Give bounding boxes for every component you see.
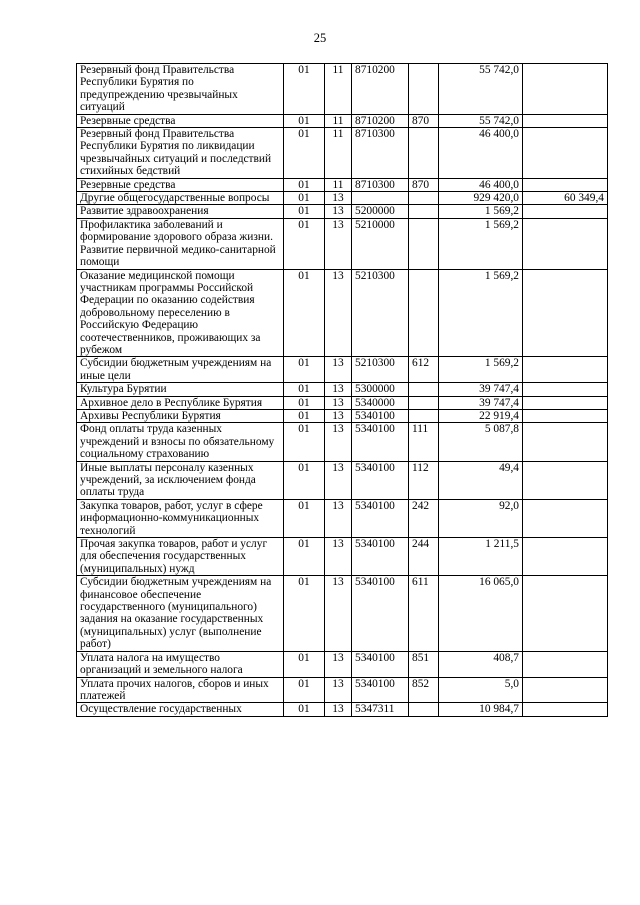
table-row xyxy=(77,703,608,716)
cell-name: Резервные средства xyxy=(77,178,284,191)
cell-amount: 408,7 xyxy=(439,651,523,677)
table-row xyxy=(77,538,608,576)
cell-section: 01 xyxy=(284,114,325,127)
cell-section: 01 xyxy=(284,357,325,383)
cell-section: 01 xyxy=(284,651,325,677)
cell-extra-amount xyxy=(523,218,608,269)
cell-section: 01 xyxy=(284,677,325,703)
cell-target-article: 5340100 xyxy=(352,409,409,422)
cell-target-article: 8710200 xyxy=(352,64,409,115)
cell-amount: 16 065,0 xyxy=(439,576,523,651)
table-row xyxy=(77,128,608,179)
cell-subsection: 13 xyxy=(325,269,352,357)
cell-amount: 929 420,0 xyxy=(439,192,523,205)
cell-amount: 55 742,0 xyxy=(439,64,523,115)
cell-amount: 46 400,0 xyxy=(439,128,523,179)
cell-extra-amount xyxy=(523,409,608,422)
cell-expense-type xyxy=(409,383,439,396)
cell-section: 01 xyxy=(284,409,325,422)
table-row xyxy=(77,205,608,218)
cell-target-article: 5340100 xyxy=(352,461,409,499)
table-row xyxy=(77,651,608,677)
cell-extra-amount xyxy=(523,128,608,179)
cell-name: Резервный фонд Правительства Республики Бурятия по предупреждению чрезвычайных ситуаций xyxy=(77,64,284,115)
cell-expense-type xyxy=(409,128,439,179)
cell-name: Уплата прочих налогов, сборов и иных платежей xyxy=(77,677,284,703)
cell-target-article: 5340100 xyxy=(352,423,409,461)
cell-section: 01 xyxy=(284,64,325,115)
cell-target-article: 5300000 xyxy=(352,383,409,396)
cell-name: Закупка товаров, работ, услуг в сфере информационно-коммуникационных технологий xyxy=(77,499,284,537)
cell-amount: 1 569,2 xyxy=(439,357,523,383)
cell-name: Другие общегосударственные вопросы xyxy=(77,192,284,205)
cell-name: Осуществление государственных xyxy=(77,703,284,716)
cell-name: Фонд оплаты труда казенных учреждений и взносы по обязательному социальному страхованию xyxy=(77,423,284,461)
cell-amount: 22 919,4 xyxy=(439,409,523,422)
table-row xyxy=(77,677,608,703)
cell-subsection: 13 xyxy=(325,218,352,269)
cell-subsection: 13 xyxy=(325,677,352,703)
cell-extra-amount xyxy=(523,64,608,115)
cell-section: 01 xyxy=(284,128,325,179)
cell-expense-type xyxy=(409,64,439,115)
cell-amount: 1 569,2 xyxy=(439,269,523,357)
table-row xyxy=(77,499,608,537)
cell-target-article: 8710300 xyxy=(352,178,409,191)
cell-extra-amount xyxy=(523,703,608,716)
cell-target-article: 5200000 xyxy=(352,205,409,218)
table-row xyxy=(77,178,608,191)
cell-target-article: 8710200 xyxy=(352,114,409,127)
cell-extra-amount xyxy=(523,576,608,651)
cell-section: 01 xyxy=(284,205,325,218)
cell-amount: 5 087,8 xyxy=(439,423,523,461)
cell-target-article: 5340100 xyxy=(352,576,409,651)
cell-amount: 1 211,5 xyxy=(439,538,523,576)
cell-name: Резервный фонд Правительства Республики Бурятия по ликвидации чрезвычайных ситуаций и последствий стихийных бедствий xyxy=(77,128,284,179)
cell-subsection: 13 xyxy=(325,461,352,499)
cell-target-article: 5340000 xyxy=(352,396,409,409)
table-row xyxy=(77,192,608,205)
table-row xyxy=(77,218,608,269)
cell-expense-type xyxy=(409,218,439,269)
cell-subsection: 13 xyxy=(325,409,352,422)
cell-name: Архивное дело в Республике Бурятия xyxy=(77,396,284,409)
cell-extra-amount xyxy=(523,461,608,499)
cell-amount: 10 984,7 xyxy=(439,703,523,716)
cell-amount: 92,0 xyxy=(439,499,523,537)
cell-extra-amount xyxy=(523,651,608,677)
cell-expense-type xyxy=(409,205,439,218)
cell-section: 01 xyxy=(284,269,325,357)
cell-extra-amount xyxy=(523,423,608,461)
cell-extra-amount xyxy=(523,396,608,409)
cell-target-article: 5210300 xyxy=(352,269,409,357)
cell-expense-type: 242 xyxy=(409,499,439,537)
cell-section: 01 xyxy=(284,538,325,576)
cell-section: 01 xyxy=(284,576,325,651)
cell-section: 01 xyxy=(284,423,325,461)
cell-expense-type: 611 xyxy=(409,576,439,651)
table-row xyxy=(77,461,608,499)
cell-target-article xyxy=(352,192,409,205)
budget-table xyxy=(76,63,608,717)
cell-expense-type xyxy=(409,409,439,422)
table-row xyxy=(77,357,608,383)
cell-section: 01 xyxy=(284,383,325,396)
cell-subsection: 13 xyxy=(325,396,352,409)
cell-extra-amount xyxy=(523,538,608,576)
cell-subsection: 11 xyxy=(325,178,352,191)
cell-subsection: 13 xyxy=(325,499,352,537)
cell-name: Субсидии бюджетным учреждениям на финансовое обеспечение государственного (муниципального) задания на оказание государственных (муниципальных) услуг (выполнение работ) xyxy=(77,576,284,651)
cell-subsection: 13 xyxy=(325,205,352,218)
cell-subsection: 13 xyxy=(325,357,352,383)
cell-extra-amount xyxy=(523,178,608,191)
table-row xyxy=(77,269,608,357)
cell-amount: 46 400,0 xyxy=(439,178,523,191)
cell-target-article: 8710300 xyxy=(352,128,409,179)
cell-name: Уплата налога на имущество организаций и земельного налога xyxy=(77,651,284,677)
table-row xyxy=(77,576,608,651)
cell-amount: 1 569,2 xyxy=(439,205,523,218)
cell-expense-type xyxy=(409,269,439,357)
cell-subsection: 13 xyxy=(325,703,352,716)
cell-name: Профилактика заболеваний и формирование здорового образа жизни. Развитие первичной медико-санитарной помощи xyxy=(77,218,284,269)
cell-name: Развитие здравоохранения xyxy=(77,205,284,218)
cell-expense-type xyxy=(409,192,439,205)
cell-section: 01 xyxy=(284,178,325,191)
cell-expense-type: 111 xyxy=(409,423,439,461)
cell-target-article: 5340100 xyxy=(352,651,409,677)
cell-section: 01 xyxy=(284,396,325,409)
cell-amount: 39 747,4 xyxy=(439,396,523,409)
cell-target-article: 5210300 xyxy=(352,357,409,383)
table-row xyxy=(77,114,608,127)
cell-amount: 49,4 xyxy=(439,461,523,499)
cell-section: 01 xyxy=(284,461,325,499)
cell-expense-type: 870 xyxy=(409,114,439,127)
cell-extra-amount: 60 349,4 xyxy=(523,192,608,205)
table-row xyxy=(77,396,608,409)
cell-extra-amount xyxy=(523,269,608,357)
cell-extra-amount xyxy=(523,383,608,396)
cell-subsection: 13 xyxy=(325,576,352,651)
cell-amount: 5,0 xyxy=(439,677,523,703)
cell-expense-type: 612 xyxy=(409,357,439,383)
cell-section: 01 xyxy=(284,499,325,537)
cell-target-article: 5340100 xyxy=(352,677,409,703)
cell-name: Субсидии бюджетным учреждениям на иные цели xyxy=(77,357,284,383)
cell-expense-type xyxy=(409,703,439,716)
cell-target-article: 5347311 xyxy=(352,703,409,716)
cell-name: Прочая закупка товаров, работ и услуг для обеспечения государственных (муниципальных) нужд xyxy=(77,538,284,576)
cell-subsection: 13 xyxy=(325,423,352,461)
table-row xyxy=(77,383,608,396)
cell-name: Резервные средства xyxy=(77,114,284,127)
cell-extra-amount xyxy=(523,677,608,703)
cell-name: Оказание медицинской помощи участникам программы Российской Федерации по оказанию содействия добровольному переселению в Российскую Федерацию соотечественников, проживающих за рубежом xyxy=(77,269,284,357)
cell-extra-amount xyxy=(523,205,608,218)
cell-section: 01 xyxy=(284,192,325,205)
cell-target-article: 5340100 xyxy=(352,499,409,537)
budget-table-body xyxy=(77,64,608,717)
cell-section: 01 xyxy=(284,703,325,716)
cell-amount: 55 742,0 xyxy=(439,114,523,127)
table-row xyxy=(77,423,608,461)
cell-expense-type xyxy=(409,396,439,409)
cell-name: Культура Бурятии xyxy=(77,383,284,396)
cell-subsection: 13 xyxy=(325,383,352,396)
table-row xyxy=(77,64,608,115)
cell-subsection: 11 xyxy=(325,128,352,179)
cell-subsection: 11 xyxy=(325,64,352,115)
cell-subsection: 13 xyxy=(325,538,352,576)
cell-name: Иные выплаты персоналу казенных учреждений, за исключением фонда оплаты труда xyxy=(77,461,284,499)
cell-section: 01 xyxy=(284,218,325,269)
cell-extra-amount xyxy=(523,499,608,537)
cell-amount: 1 569,2 xyxy=(439,218,523,269)
cell-subsection: 13 xyxy=(325,192,352,205)
cell-amount: 39 747,4 xyxy=(439,383,523,396)
cell-subsection: 13 xyxy=(325,651,352,677)
cell-subsection: 11 xyxy=(325,114,352,127)
cell-expense-type: 244 xyxy=(409,538,439,576)
cell-expense-type: 852 xyxy=(409,677,439,703)
cell-expense-type: 870 xyxy=(409,178,439,191)
cell-expense-type: 851 xyxy=(409,651,439,677)
cell-name: Архивы Республики Бурятия xyxy=(77,409,284,422)
cell-extra-amount xyxy=(523,357,608,383)
table-row xyxy=(77,409,608,422)
page-number: 25 xyxy=(313,31,327,45)
cell-extra-amount xyxy=(523,114,608,127)
cell-expense-type: 112 xyxy=(409,461,439,499)
cell-target-article: 5210000 xyxy=(352,218,409,269)
cell-target-article: 5340100 xyxy=(352,538,409,576)
